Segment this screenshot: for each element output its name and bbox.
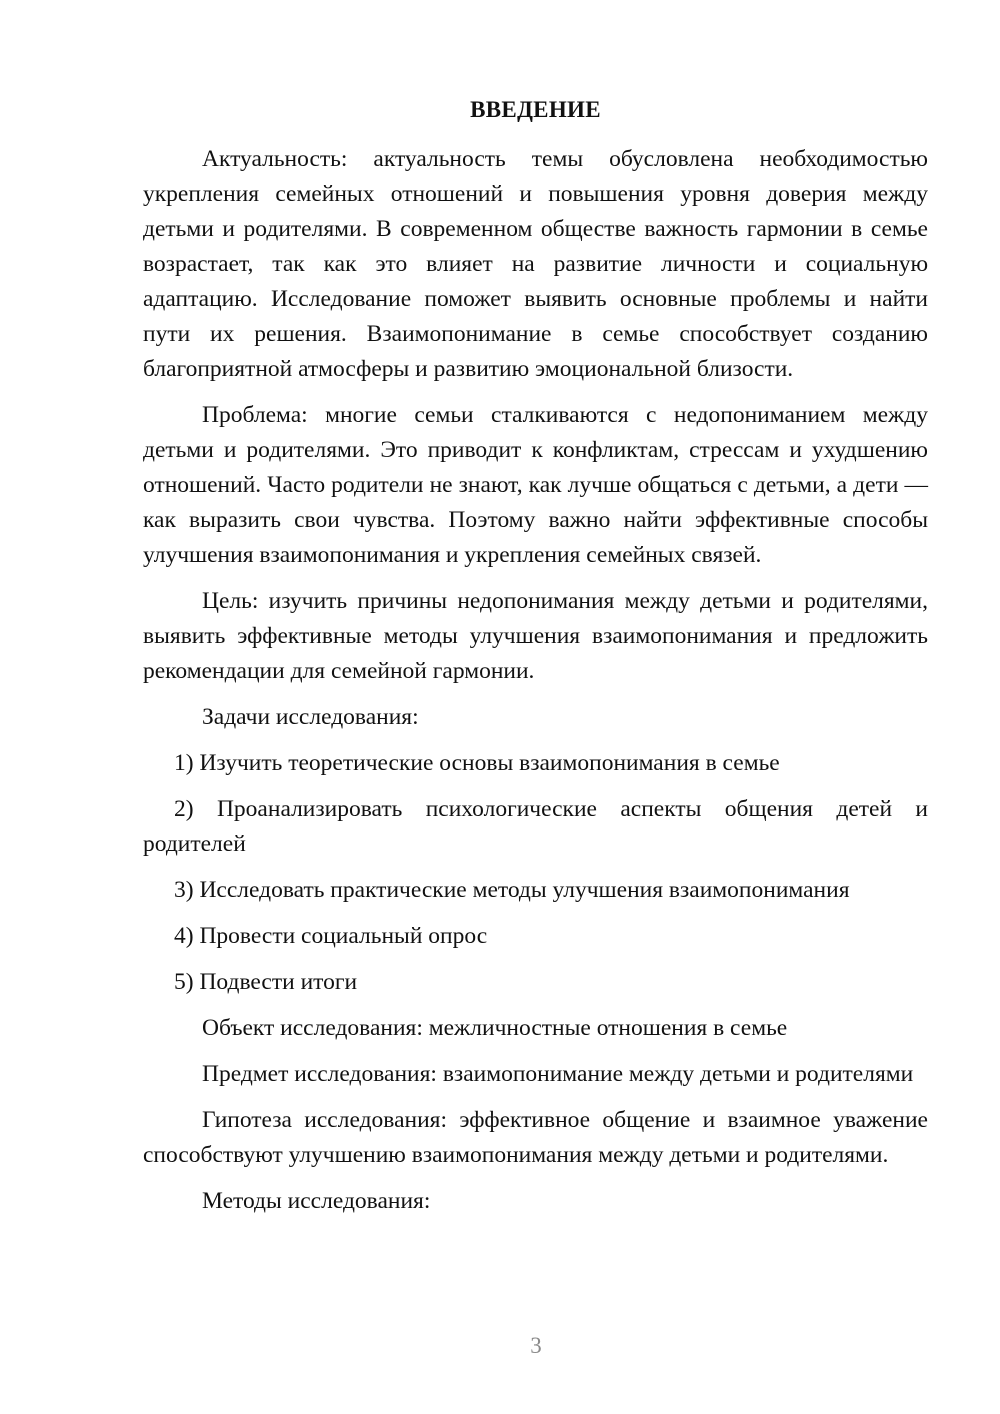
task-item: 1) Изучить теоретические основы взаимопонимания в семье: [174, 750, 780, 776]
task-item: 3) Исследовать практические методы улучшения взаимопонимания: [174, 877, 850, 903]
task-item: 4) Провести социальный опрос: [174, 923, 488, 949]
page-number: 3: [530, 1333, 542, 1358]
methods-heading: Методы исследования:: [202, 1188, 431, 1214]
problem-paragraph: Проблема: многие семьи сталкиваются с недопониманием между детьми и родителями. Это приводит к конфликтам, стрессам и ухудшению отношений. Часто родители не знают, как лучше общаться с детьми, а дети — как выразить свои чувства. Поэтому важно найти эффективные способы улучшения взаимопонимания и укрепления семейных связей.: [143, 402, 928, 568]
goal-paragraph: Цель: изучить причины недопонимания между детьми и родителями, выявить эффективные методы улучшения взаимопонимания и предложить рекомендации для семейной гармонии.: [143, 588, 928, 684]
relevance-paragraph: Актуальность: актуальность темы обусловлена необходимостью укрепления семейных отношений и повышения уровня доверия между детьми и родителями. В современном обществе важность гармонии в семье возрастает, так как это влияет на развитие личности и социальную адаптацию. Исследование поможет выявить основные проблемы и найти пути их решения. Взаимопонимание в семье способствует созданию благоприятной атмосферы и развитию эмоциональной близости.: [143, 146, 928, 382]
page-title: ВВЕДЕНИЕ: [470, 97, 601, 122]
task-item: 5) Подвести итоги: [174, 969, 358, 995]
page-content: [143, 92, 928, 1219]
hypothesis-paragraph: Гипотеза исследования: эффективное общение и взаимное уважение способствуют улучшению взаимопонимания между детьми и родителями.: [143, 1107, 928, 1168]
tasks-heading: Задачи исследования:: [202, 704, 419, 730]
subject-paragraph: Предмет исследования: взаимопонимание между детьми и родителями: [202, 1061, 914, 1087]
task-item: 2) Проанализировать психологические аспекты общения детей и родителей: [143, 796, 928, 857]
object-paragraph: Объект исследования: межличностные отношения в семье: [202, 1015, 788, 1041]
